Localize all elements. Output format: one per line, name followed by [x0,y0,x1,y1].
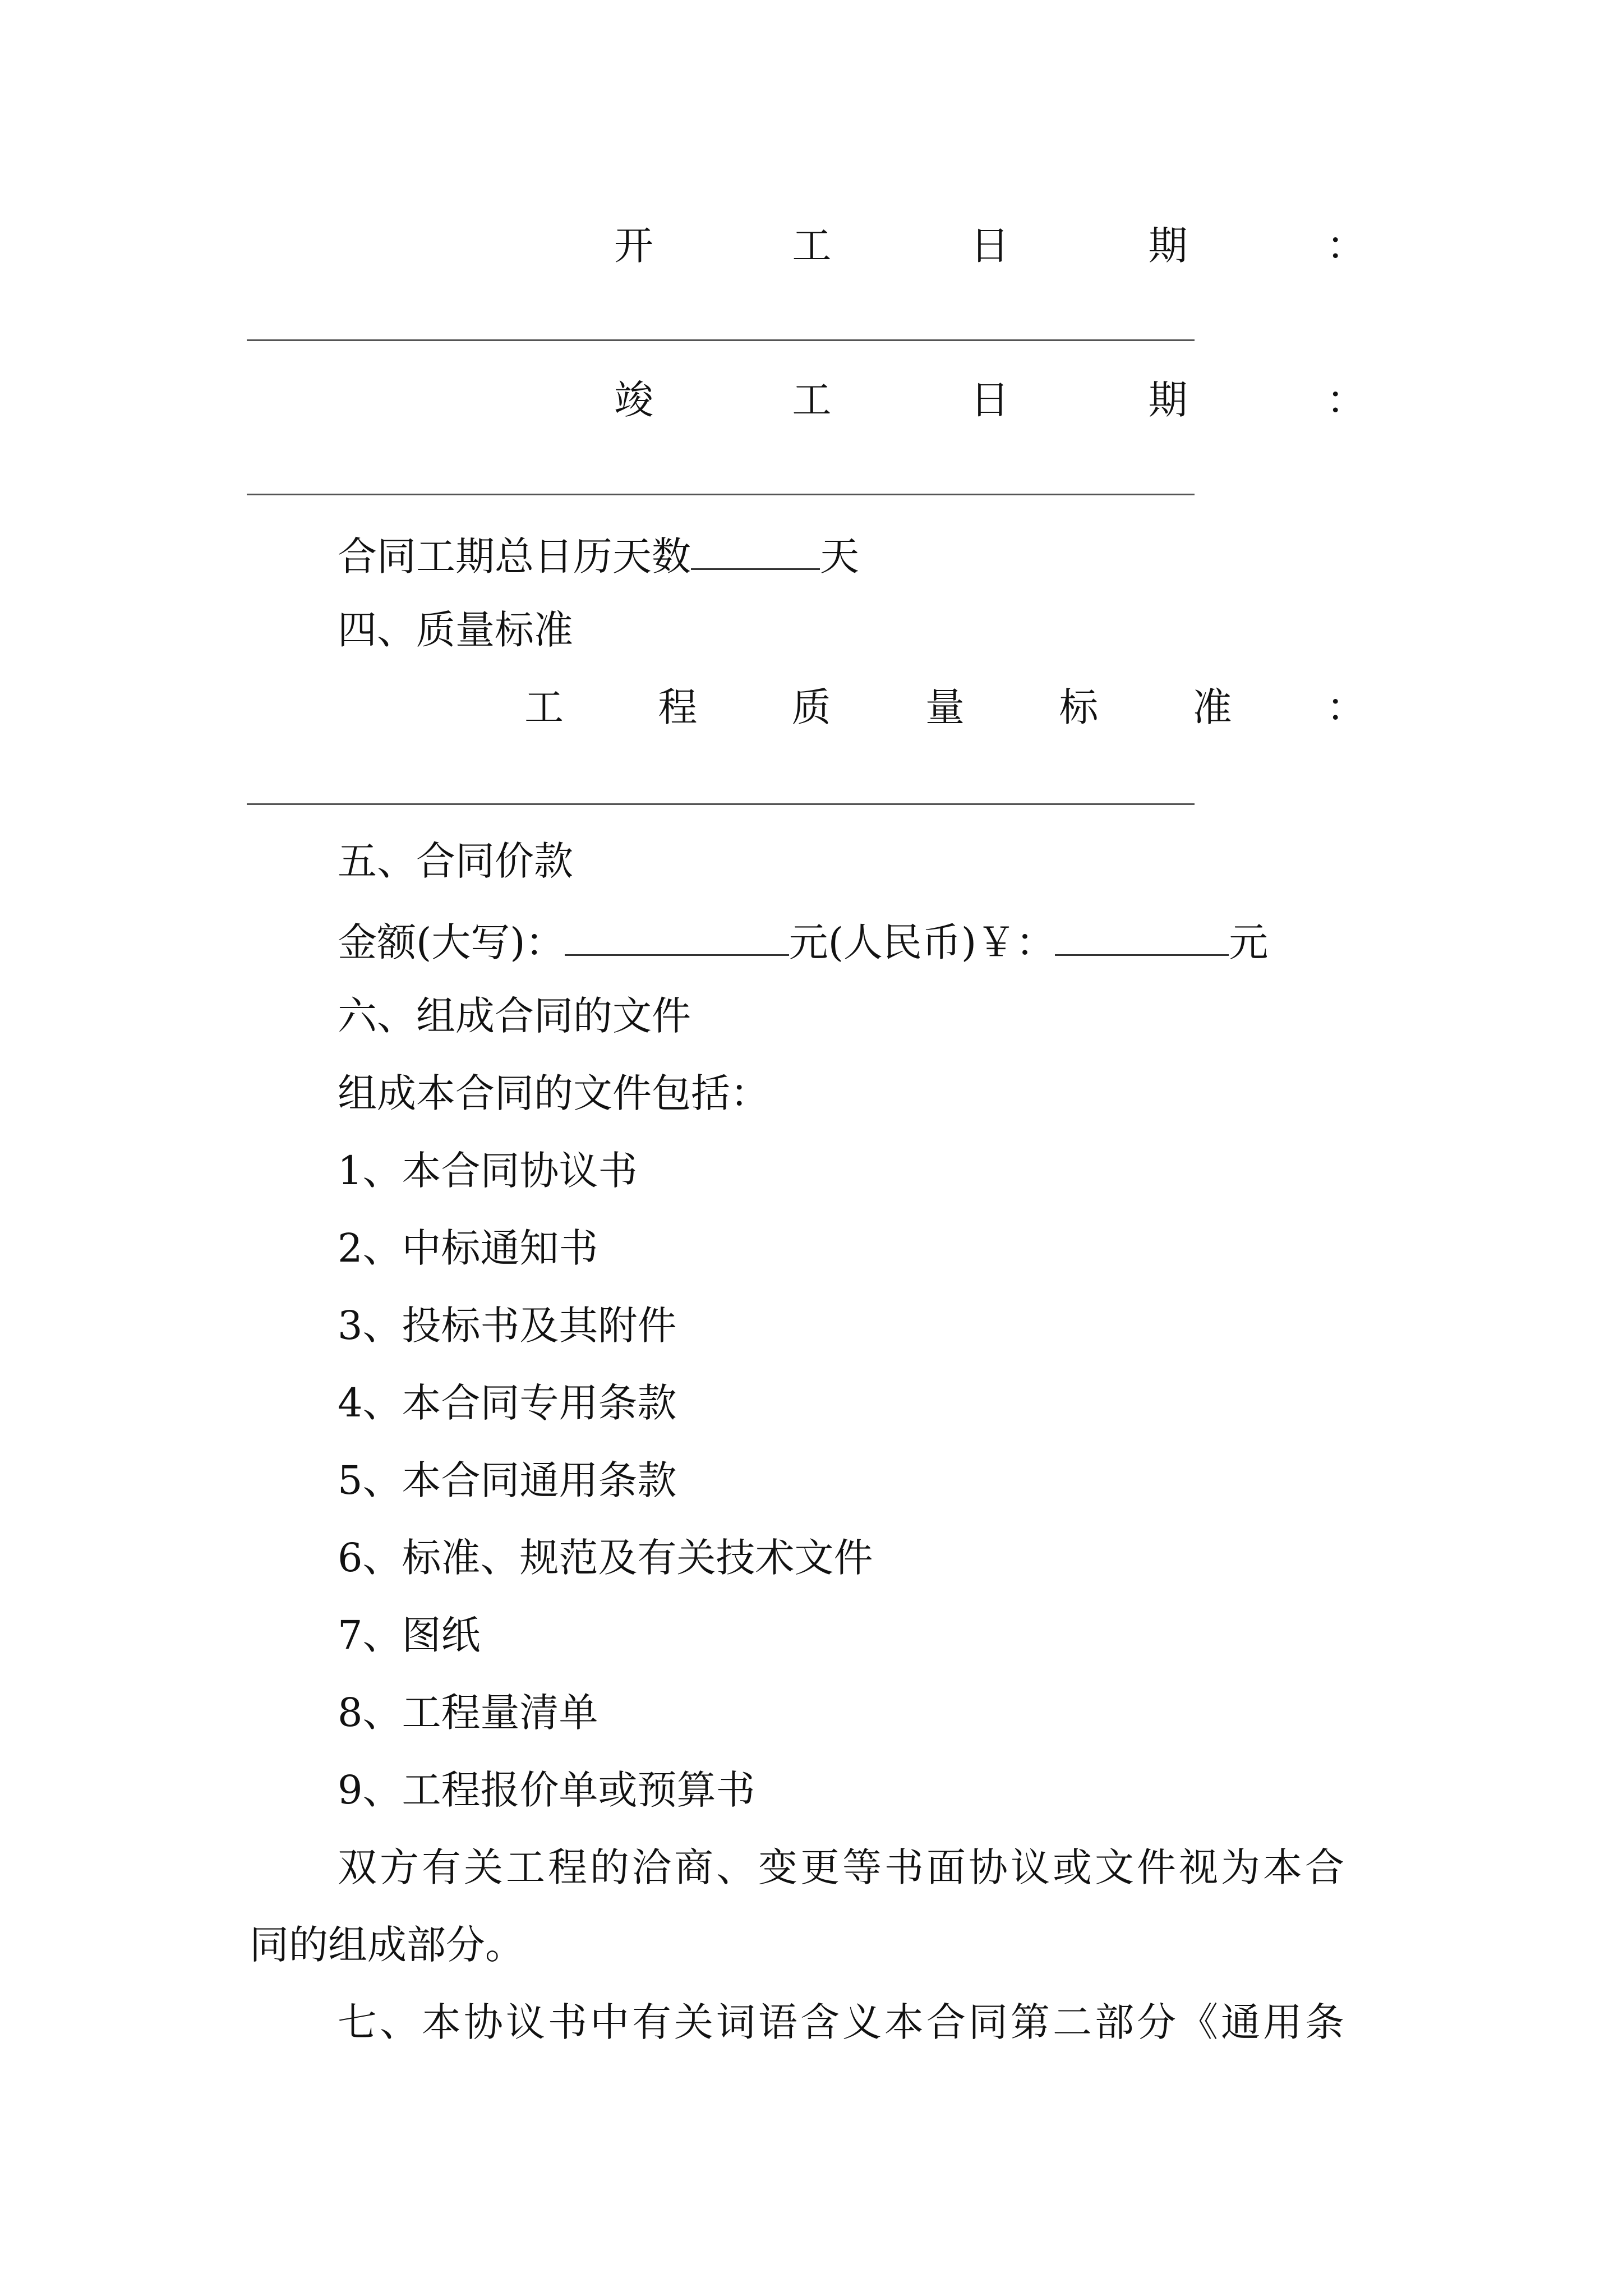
amount-figures-blank [1055,919,1229,956]
list-item: 8、工程量清单 [338,1690,598,1736]
quality-fill-line [247,803,1195,805]
start-date-fill-line [247,339,1195,341]
start-date-char-2: 工 [792,223,832,269]
quality-char-3: 质 [791,684,831,730]
amount-label: 金额(大写)： [338,919,565,965]
list-item: 4、本合同专用条款 [338,1380,677,1426]
amount-mid: 元(人民币)￥： [789,919,1055,965]
list-item: 6、标准、规范及有关技术文件 [338,1535,873,1581]
quality-standard-label [524,684,1366,730]
section6-note-line2: 同的组成部分。 [250,1922,524,1968]
amount-suffix: 元 [1229,919,1269,965]
quality-char-2: 程 [658,684,698,730]
end-date-char-2: 工 [792,377,832,423]
list-item: 7、图纸 [338,1612,481,1658]
section4-heading: 四、质量标准 [338,607,573,653]
end-date-fill-line [247,494,1195,495]
amount-line [338,919,1269,965]
quality-colon: ： [1326,684,1366,730]
quality-char-1: 工 [524,684,564,730]
end-date-char-3: 日 [970,377,1009,423]
section6-intro: 组成本合同的文件包括： [338,1070,769,1116]
quality-char-6: 准 [1192,684,1232,730]
list-item: 3、投标书及其附件 [338,1303,677,1349]
section6-note-line1: 双方有关工程的洽商、变更等书面协议或文件视为本合 [338,1844,1347,1890]
end-date-label [614,377,1366,423]
start-date-label [614,223,1366,269]
list-item: 1、本合同协议书 [338,1148,638,1194]
duration-suffix: 天 [820,533,859,579]
duration-blank [691,533,820,570]
start-date-char-4: 期 [1148,223,1188,269]
end-date-char-1: 竣 [614,377,653,423]
start-date-char-1: 开 [614,223,653,269]
amount-words-blank [565,919,789,956]
section5-heading: 五、合同价款 [338,838,573,884]
section6-heading: 六、组成合同的文件 [338,993,691,1039]
quality-char-4: 量 [925,684,965,730]
section7-line1: 七、本协议书中有关词语含义本合同第二部分《通用条 [338,1999,1347,2045]
start-date-char-3: 日 [970,223,1009,269]
list-item: 2、中标通知书 [338,1225,598,1271]
duration-prefix: 合同工期总日历天数 [338,533,691,579]
quality-char-5: 标 [1059,684,1099,730]
list-item: 9、工程报价单或预算书 [338,1767,755,1813]
end-date-colon: ： [1326,377,1366,423]
start-date-colon: ： [1326,223,1366,269]
end-date-char-4: 期 [1148,377,1188,423]
list-item: 5、本合同通用条款 [338,1457,677,1503]
duration-line [338,533,859,579]
